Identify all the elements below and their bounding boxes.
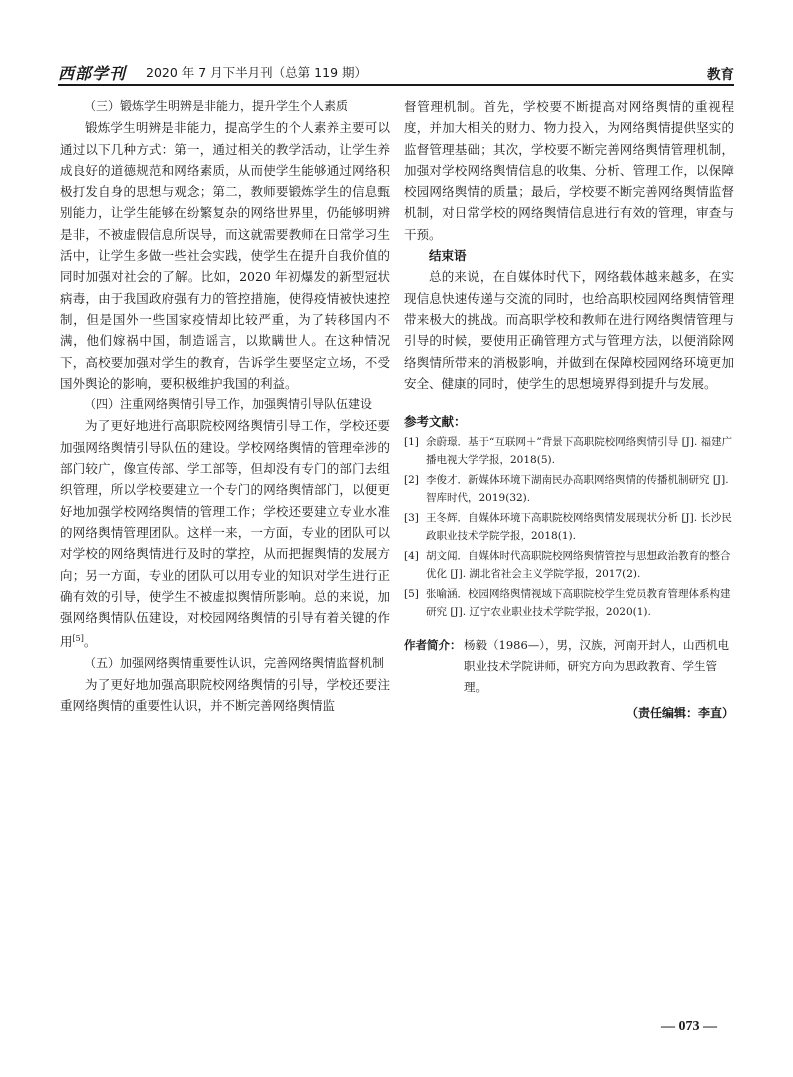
responsible-editor: （责任编辑：李直） [625, 706, 734, 721]
reference-text: 余蔚璟．基于“互联网＋”背景下高职院校网络舆情引导 [J]. 福建广播电视大学学报，2018(5). [426, 436, 733, 466]
body-paragraph-continued: 督管理机制。首先，学校要不断提高对网络舆情的重视程度，并加大相关的财力、物力投入，为网络舆情提供坚实的监督管理基础；其次，学校要不断完善网络舆情管理机制，加强对学校网络舆情信息的收集、分析、管理工作，以保障校园网络舆情的质量；最后，学校要不断完善网络舆情监督机制，对日常学校的网络舆情信息进行有效的管理，审查与干预。 [404, 99, 734, 242]
author-bio [404, 635, 734, 698]
page-number: — 073 — [661, 1019, 717, 1034]
journal-logo: 西部学刊 [58, 64, 127, 83]
paragraph-text: 为了更好地进行高职院校网络舆情引导工作，学校还要加强网络舆情引导队伍的建设。学校网络舆情的管理牵涉的部门较广，像宣传部、学工部等，但却没有专门的部门去组织管理，所以学校要建立一个专门的网络舆情部门，以便更好地加强学校网络舆情的管理工作；学校还要建立专业水准的网络舆情管理团队。这样一来，一方面，专业的团队可以对学校的网络舆情进行及时的掌控，从而把握舆情的发展方向；另一方面，专业的团队可以用专业的知识对学生进行正确有效的引导，使学生不被虚拟舆情所影响。总的来说，加强网络舆情队伍建设，对校园网络舆情的引导有着关键的作用 [60, 418, 390, 650]
reference-item [404, 510, 734, 545]
references-list [404, 434, 734, 621]
reference-number: [1] [404, 436, 419, 449]
subsection-heading-5: （五）加强网络舆情重要性认识，完善网络舆情监督机制 [84, 655, 385, 670]
subsection-heading-4: （四）注重网络舆情引导工作，加强舆情引导队伍建设 [84, 397, 373, 412]
left-column [60, 96, 390, 717]
reference-number: [5] [404, 588, 419, 601]
subsection-heading-3: （三）锻炼学生明辨是非能力，提升学生个人素质 [84, 99, 349, 113]
reference-item [404, 548, 734, 583]
page-header [58, 61, 734, 83]
body-paragraph: 锻炼学生明辨是非能力，提高学生的个人素养主要可以通过以下几种方式：第一，通过相关的教学活动，让学生养成良好的道德规范和网络素质，从而使学生能够通过网络积极打发自身的思想与观念；第二，教师要锻炼学生的信息甄别能力，让学生能够在纷繁复杂的网络世界里，仍能够明辨是非，不被虚假信息所误导，而这就需要教师在日常学习生活中，让学生多做一些社会实践，使学生在提升自我价值的同时加强对社会的了解。比如，2020 年初爆发的新型冠状病毒，由于我国政府强有力的管控措施，使得疫情被快速控制，但是国外一些国家疫情却比较严重，为了转移国内不满，他们嫁祸中国，制造谣言，以欺瞒世人。在这种情况下，高校要加强对学生的教育，告诉学生要坚定立场，不受国外舆论的影响，要积极维护我国的利益。 [60, 120, 390, 391]
reference-item [404, 472, 734, 507]
body-paragraph [60, 415, 390, 652]
section-name: 教育 [707, 67, 734, 83]
reference-number: [4] [404, 550, 419, 563]
reference-text: 张喻涵．校园网络舆情视域下高职院校学生党员教育管理体系构建研究 [J]. 辽宁农业职业技术学院学报，2020(1). [426, 588, 731, 618]
conclusion-paragraph: 总的来说，在自媒体时代下，网络载体越来越多，在实现信息快速传递与交流的同时，也给高职校园网络舆情管理带来极大的挑战。而高职学校和教师在进行网络舆情管理与引导的时候，要使用正确管理方式与管理方法，以便消除网络舆情所带来的消极影响，并做到在保障校园网络环境更加安全、健康的同时，使学生的思想境界得到提升与发展。 [404, 269, 734, 391]
reference-text: 王冬辉．自媒体环境下高职院校网络舆情发展现状分析 [J]. 长沙民政职业技术学院学报，2018(1). [426, 512, 732, 542]
header-rule [58, 84, 734, 86]
reference-item [404, 434, 734, 469]
citation-marker: [5] [72, 634, 84, 644]
author-text: 杨毅（1986—），男，汉族，河南开封人，山西机电职业技术学院讲师，研究方向为思政教育、学生管理。 [464, 638, 730, 695]
reference-item [404, 586, 734, 621]
reference-number: [3] [404, 512, 419, 525]
reference-text: 胡文闻．自媒体时代高职院校网络舆情管控与思想政治教育的整合优化 [J]. 湖北省社会主义学院学报，2017(2). [426, 550, 731, 580]
issue-info: 2020 年 7 月下半月刊（总第 119 期） [146, 65, 367, 80]
author-label: 作者简介： [404, 638, 462, 653]
conclusion-heading: 结束语 [429, 248, 467, 264]
reference-number: [2] [404, 474, 419, 487]
body-paragraph: 为了更好地加强高职院校网络舆情的引导，学校还要注重网络舆情的重要性认识，并不断完善网络舆情监 [60, 677, 390, 714]
reference-text: 李俊才．新媒体环境下湖南民办高职网络舆情的传播机制研究 [J]. 智库时代，2019(32). [426, 474, 729, 504]
right-column [404, 96, 734, 721]
paragraph-end: 。 [83, 634, 97, 650]
references-heading: 参考文献： [404, 414, 467, 430]
